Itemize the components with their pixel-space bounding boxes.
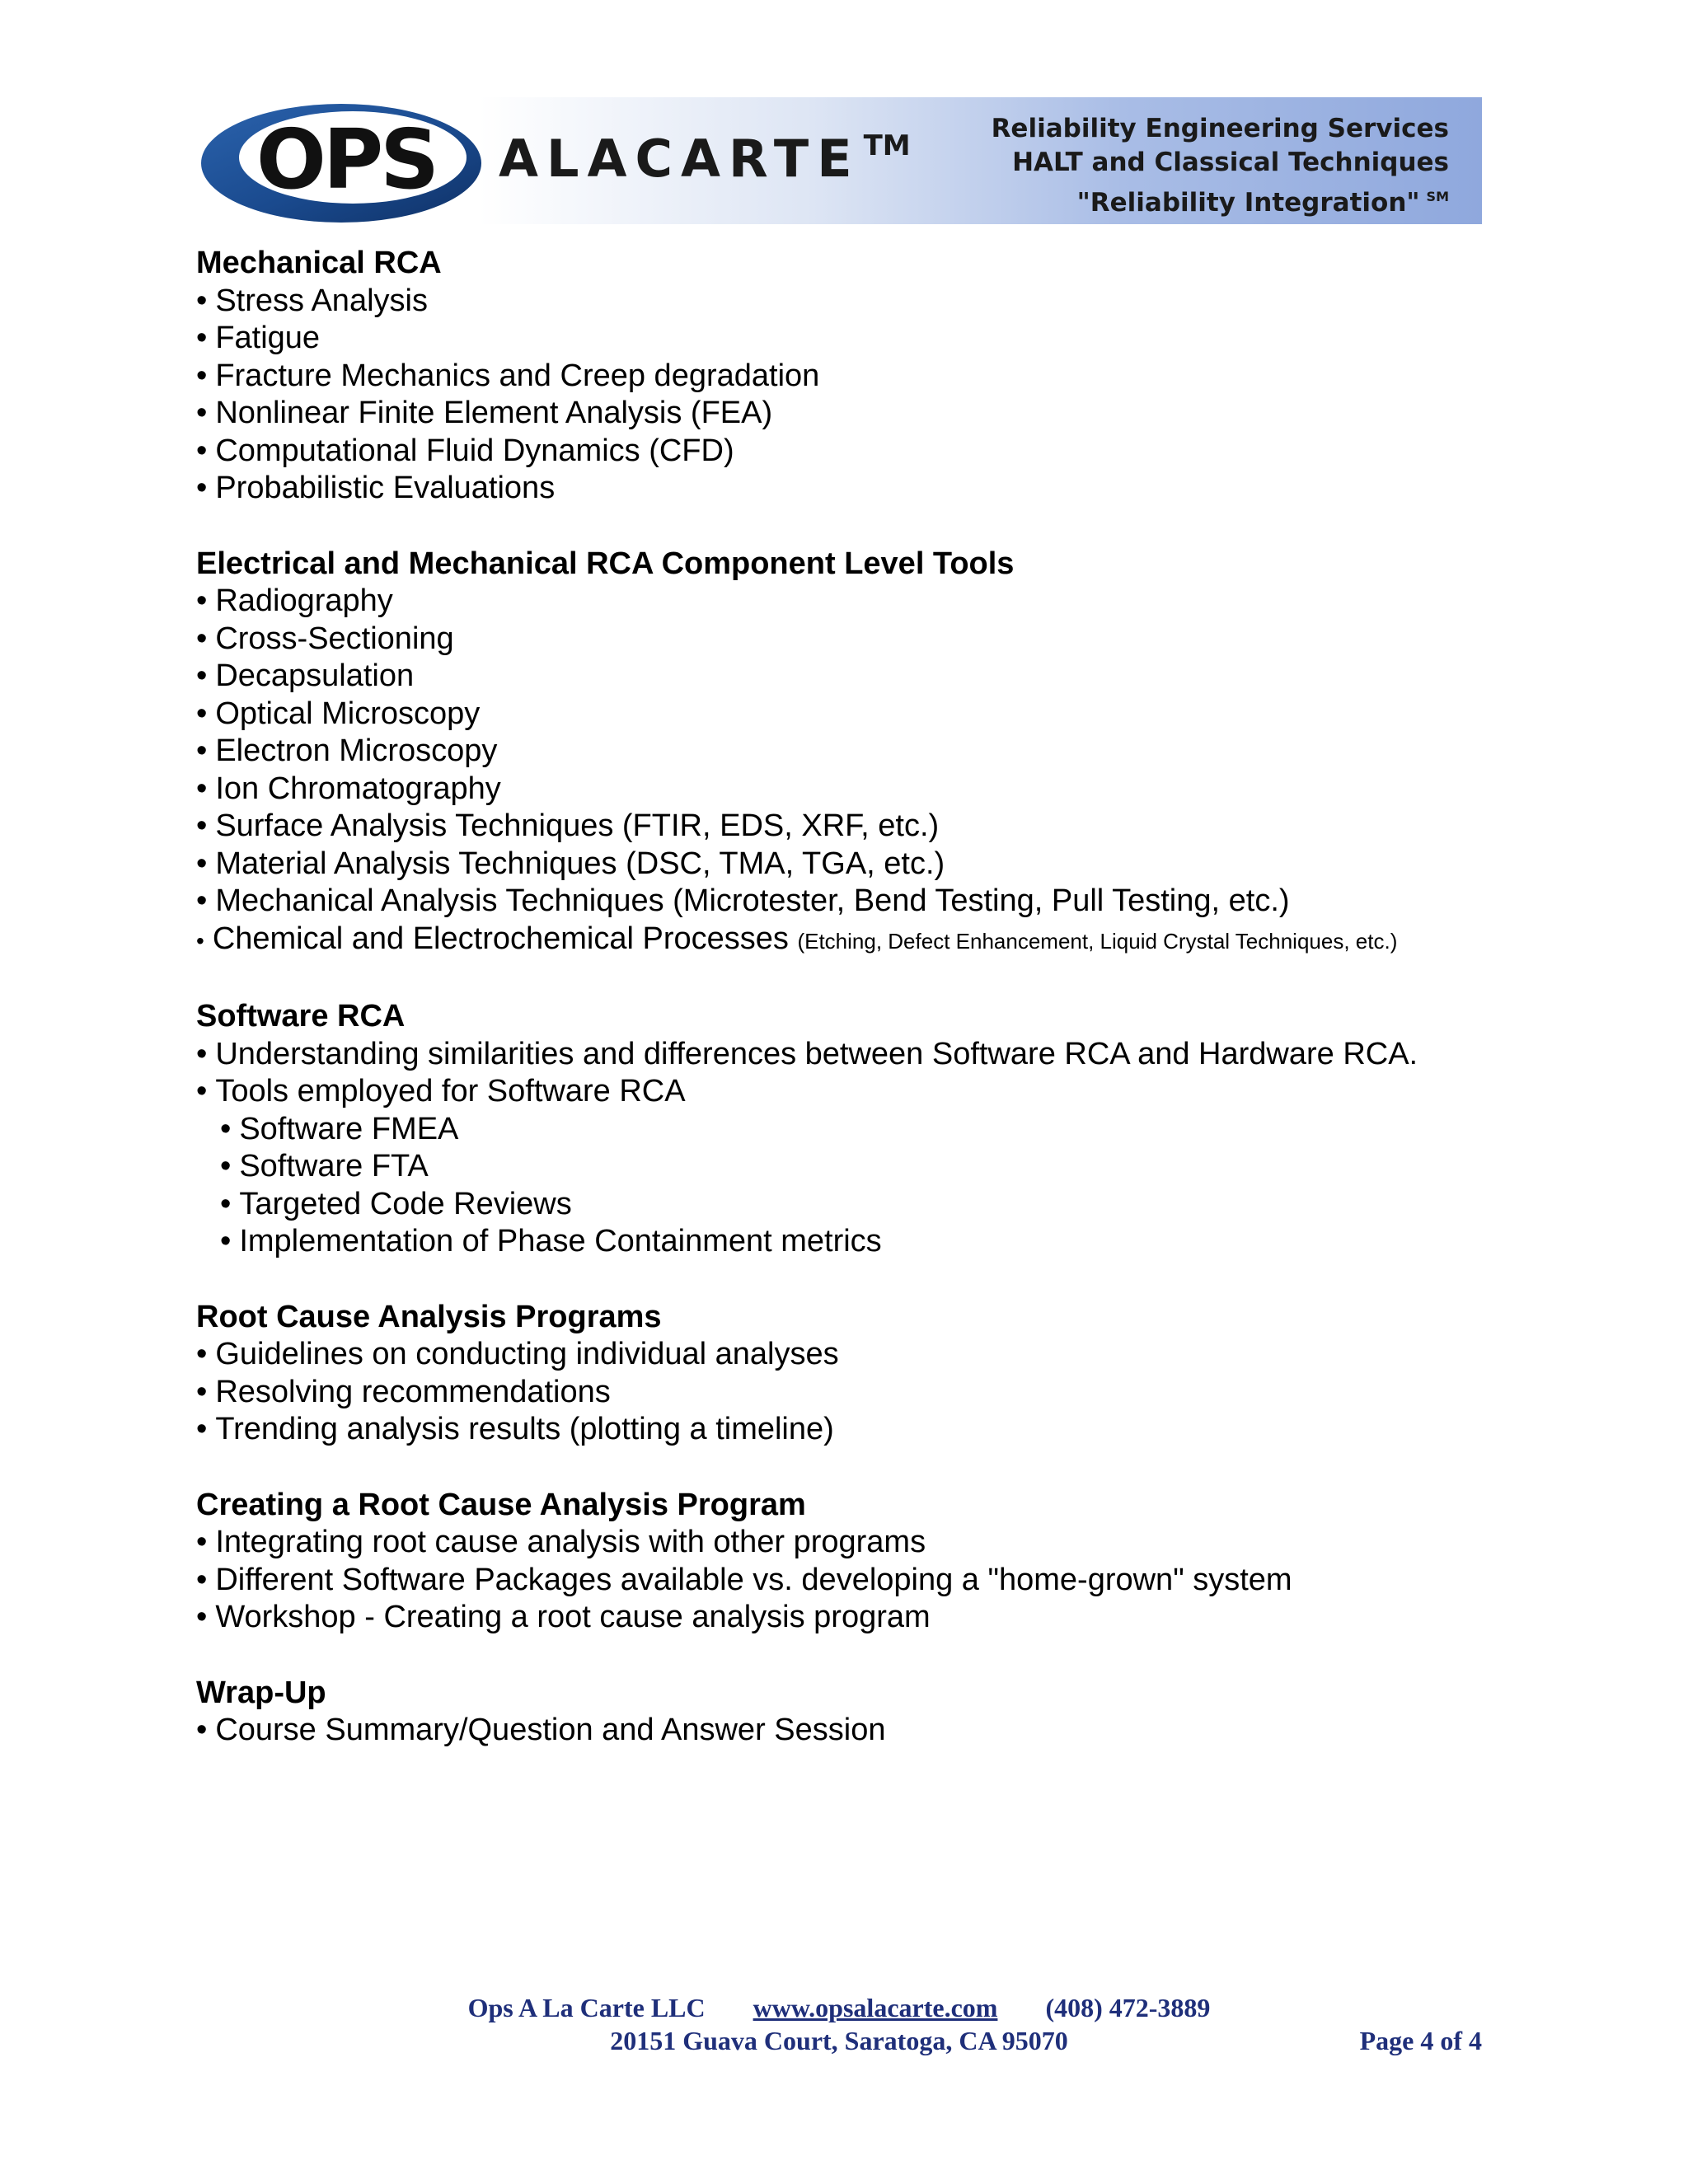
list-item xyxy=(196,320,1548,358)
list-item xyxy=(196,1374,1548,1412)
section-software-rca xyxy=(196,998,1548,1261)
list-item-text: Material Analysis Techniques (DSC, TMA, TGA, etc.) xyxy=(215,846,945,881)
list-item-text: Understanding similarities and differences between Software RCA and Hardware RCA. xyxy=(215,1036,1418,1071)
section-title: Root Cause Analysis Programs xyxy=(196,1299,662,1334)
tagline-line: HALT and Classical Techniques xyxy=(1012,148,1449,177)
list-item xyxy=(196,883,1548,921)
section-title: Creating a Root Cause Analysis Program xyxy=(196,1487,806,1522)
list-item xyxy=(196,658,1548,696)
list-item-text: Radiography xyxy=(215,583,393,618)
brand-name-text: ALACARTE xyxy=(499,129,860,189)
list-item xyxy=(196,1524,1548,1562)
footer-contact-line xyxy=(196,1993,1482,2023)
list-item-text: Electron Microscopy xyxy=(215,733,498,768)
list-item-text: Trending analysis results (plotting a timeline) xyxy=(215,1412,834,1446)
bullet: • xyxy=(196,1525,208,1559)
bullet: • xyxy=(196,927,204,954)
section-title: Electrical and Mechanical RCA Component Level Tools xyxy=(196,546,1015,581)
list-item-text: Guidelines on conducting individual analyses xyxy=(215,1337,839,1371)
list-item xyxy=(196,808,1548,846)
list-item xyxy=(196,470,1548,508)
bullet: • xyxy=(220,1186,232,1221)
trademark-mark: TM xyxy=(863,129,911,162)
list-item xyxy=(196,1562,1548,1600)
list-item-text: Software FTA xyxy=(239,1149,429,1183)
footer-address: 20151 Guava Court, Saratoga, CA 95070 xyxy=(610,2026,1068,2055)
list-item xyxy=(196,921,1548,961)
bullet: • xyxy=(196,696,208,731)
list-item-text: Stress Analysis xyxy=(215,283,428,318)
list-item-text: Optical Microscopy xyxy=(215,696,481,731)
bullet: • xyxy=(196,883,208,918)
section-mechanical-rca xyxy=(196,245,1548,508)
bullet: • xyxy=(196,396,208,430)
list-item xyxy=(196,583,1548,621)
section-wrap-up xyxy=(196,1675,1548,1750)
list-item-text: Different Software Packages available vs. developing a "home-grown" system xyxy=(215,1562,1292,1597)
bullet: • xyxy=(196,1600,208,1634)
sub-list-item xyxy=(196,1186,1548,1224)
list-item xyxy=(196,358,1548,396)
brand-name xyxy=(499,129,911,189)
section-component-level-tools xyxy=(196,546,1548,961)
list-item-text: Chemical and Electrochemical Processes xyxy=(212,921,789,956)
list-item xyxy=(196,1036,1548,1074)
list-item-text: Integrating root cause analysis with other programs xyxy=(215,1525,926,1559)
list-item-text: Computational Fluid Dynamics (CFD) xyxy=(215,433,734,468)
bullet: • xyxy=(196,733,208,768)
list-item-text: Ion Chromatography xyxy=(215,771,501,806)
bullet: • xyxy=(220,1111,232,1146)
list-item xyxy=(196,433,1548,471)
list-item-detail: (Etching, Defect Enhancement, Liquid Crystal Techniques, etc.) xyxy=(797,928,1398,954)
ops-logo-icon xyxy=(196,97,493,224)
footer-website-link[interactable]: www.opsalacarte.com xyxy=(753,1993,998,2022)
bullet: • xyxy=(220,1149,232,1183)
tagline xyxy=(992,112,1449,220)
list-item xyxy=(196,846,1548,883)
tagline-line xyxy=(992,180,1449,220)
list-item xyxy=(196,1712,1548,1750)
footer-phone: (408) 472-3889 xyxy=(1045,1993,1211,2022)
list-item-text: Resolving recommendations xyxy=(215,1374,611,1409)
list-item-text: Tools employed for Software RCA xyxy=(215,1074,686,1108)
bullet: • xyxy=(196,1562,208,1597)
list-item xyxy=(196,696,1548,733)
bullet: • xyxy=(196,471,208,505)
tagline-line: Reliability Engineering Services xyxy=(991,114,1449,143)
list-item-text: Fatigue xyxy=(215,321,321,355)
list-item-text: Implementation of Phase Containment metrics xyxy=(239,1224,882,1258)
list-item-text: Nonlinear Finite Element Analysis (FEA) xyxy=(215,396,773,430)
course-outline xyxy=(196,245,1548,1788)
bullet: • xyxy=(196,808,208,843)
bullet: • xyxy=(196,771,208,806)
list-item-text: Probabilistic Evaluations xyxy=(215,471,556,505)
bullet: • xyxy=(196,1713,208,1747)
section-rca-programs xyxy=(196,1299,1548,1449)
bullet: • xyxy=(196,658,208,693)
bullet: • xyxy=(196,358,208,393)
list-item xyxy=(196,283,1548,321)
list-item xyxy=(196,1336,1548,1374)
page-footer xyxy=(196,1993,1482,2067)
section-title: Software RCA xyxy=(196,999,406,1033)
sub-list-item xyxy=(196,1223,1548,1261)
list-item-text: Software FMEA xyxy=(239,1111,459,1146)
section-title: Mechanical RCA xyxy=(196,246,442,280)
list-item-text: Targeted Code Reviews xyxy=(239,1186,572,1221)
list-item xyxy=(196,395,1548,433)
bullet: • xyxy=(196,1074,208,1108)
bullet: • xyxy=(196,1374,208,1409)
list-item xyxy=(196,1411,1548,1449)
bullet: • xyxy=(196,1337,208,1371)
header-banner xyxy=(196,97,1482,224)
list-item xyxy=(196,621,1548,658)
list-item-text: Decapsulation xyxy=(215,658,415,693)
section-title: Wrap-Up xyxy=(196,1675,326,1710)
list-item-text: Course Summary/Question and Answer Session xyxy=(215,1713,886,1747)
bullet: • xyxy=(196,621,208,656)
logo-text: OPS xyxy=(256,111,437,208)
tagline-text: "Reliability Integration" xyxy=(1076,188,1420,218)
footer-company: Ops A La Carte LLC xyxy=(467,1993,706,2022)
list-item xyxy=(196,771,1548,808)
bullet: • xyxy=(196,433,208,468)
list-item xyxy=(196,1599,1548,1637)
section-creating-rca-program xyxy=(196,1487,1548,1637)
bullet: • xyxy=(196,283,208,318)
bullet: • xyxy=(220,1224,232,1258)
list-item xyxy=(196,733,1548,771)
list-item-text: Workshop - Creating a root cause analysis program xyxy=(215,1600,931,1634)
list-item-text: Fracture Mechanics and Creep degradation xyxy=(215,358,820,393)
list-item-text: Surface Analysis Techniques (FTIR, EDS, XRF, etc.) xyxy=(215,808,940,843)
sub-list-item xyxy=(196,1148,1548,1186)
page-number: Page 4 of 4 xyxy=(1359,2026,1482,2055)
bullet: • xyxy=(196,583,208,618)
service-mark: SM xyxy=(1426,189,1449,204)
bullet: • xyxy=(196,1036,208,1071)
bullet: • xyxy=(196,1412,208,1446)
list-item-text: Mechanical Analysis Techniques (Microtester, Bend Testing, Pull Testing, etc.) xyxy=(215,883,1290,918)
bullet: • xyxy=(196,321,208,355)
list-item xyxy=(196,1073,1548,1111)
bullet: • xyxy=(196,846,208,881)
list-item-text: Cross-Sectioning xyxy=(215,621,454,656)
sub-list-item xyxy=(196,1111,1548,1149)
